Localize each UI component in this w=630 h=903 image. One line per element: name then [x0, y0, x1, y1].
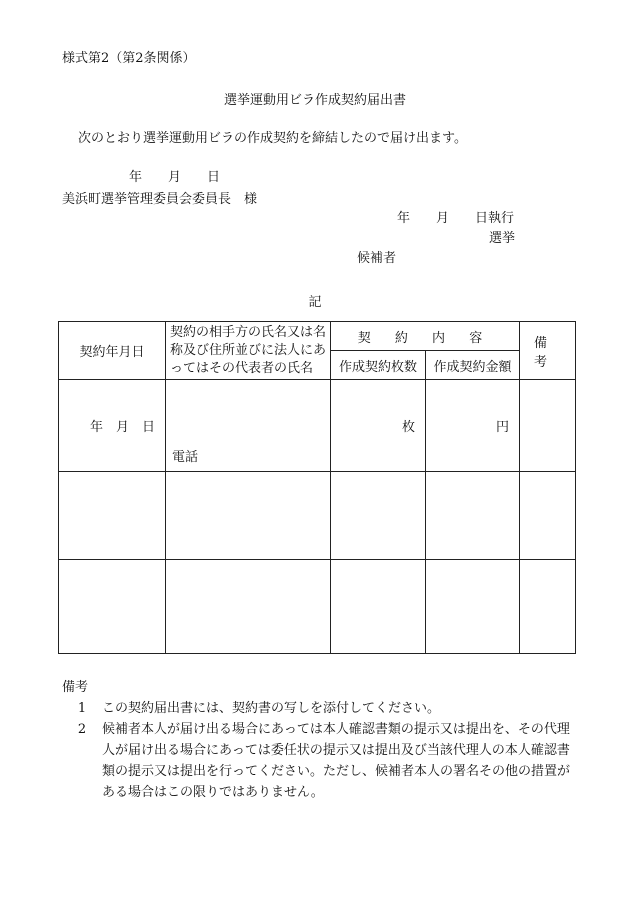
ki-label: 記	[308, 295, 322, 310]
header-remarks: 備 考	[520, 322, 576, 380]
note-number: 1	[77, 701, 87, 716]
note-number: 2	[77, 722, 87, 737]
header-sheets: 作成契約枚数	[331, 351, 426, 380]
row-amount[interactable]: 円	[426, 380, 520, 472]
table-row	[59, 472, 576, 560]
note-text: 候補者本人が届け出る場合にあっては本人確認書類の提示又は提出を、その代理人が届け出る場合にあっては委任状の提示又は提出及び当該代理人の本人確認書類の提示又は提出を行ってください。ただし、候補者本人の署名その他の措置がある場合はこの限りではありません。	[102, 722, 571, 800]
row-remarks[interactable]	[520, 380, 576, 472]
row-date[interactable]	[59, 560, 166, 654]
form-number: 様式第2（第2条関係）	[62, 51, 196, 66]
election-date: 年 月 日執行	[397, 211, 515, 226]
header-amount: 作成契約金額	[426, 351, 520, 380]
note-item	[62, 698, 582, 719]
notes-section	[62, 677, 582, 803]
row-sheets[interactable]: 枚	[331, 380, 426, 472]
row-sheets[interactable]	[331, 472, 426, 560]
header-counterparty: 契約の相手方の氏名又は名称及び住所並びに法人にあってはその代表者の氏名	[166, 322, 331, 380]
header-contract-date: 契約年月日	[59, 322, 166, 380]
row-party[interactable]	[166, 560, 331, 654]
addressee: 美浜町選挙管理委員会委員長 様	[62, 192, 258, 207]
row-party[interactable]: 電話	[166, 380, 331, 472]
candidate-label: 候補者	[357, 251, 397, 266]
table-header-row	[59, 322, 576, 351]
submission-date: 年 月 日	[129, 170, 221, 185]
intro-text: 次のとおり選挙運動用ビラの作成契約を締結したので届け出ます。	[78, 131, 467, 146]
row-remarks[interactable]	[520, 560, 576, 654]
document-title: 選挙運動用ビラ作成契約届出書	[223, 93, 406, 108]
election-label: 選挙	[489, 231, 516, 246]
notes-heading: 備考	[62, 680, 89, 695]
row-date[interactable]	[59, 472, 166, 560]
note-text: この契約届出書には、契約書の写しを添付してください。	[102, 701, 441, 716]
row-party[interactable]	[166, 472, 331, 560]
table-row	[59, 380, 576, 472]
row-remarks[interactable]	[520, 472, 576, 560]
row-amount[interactable]	[426, 472, 520, 560]
table-row	[59, 560, 576, 654]
row-date[interactable]: 年 月 日	[59, 380, 166, 472]
row-sheets[interactable]	[331, 560, 426, 654]
contract-table	[58, 321, 576, 654]
note-item	[62, 719, 582, 803]
header-contract-content: 契 約 内 容	[331, 322, 520, 351]
row-amount[interactable]	[426, 560, 520, 654]
